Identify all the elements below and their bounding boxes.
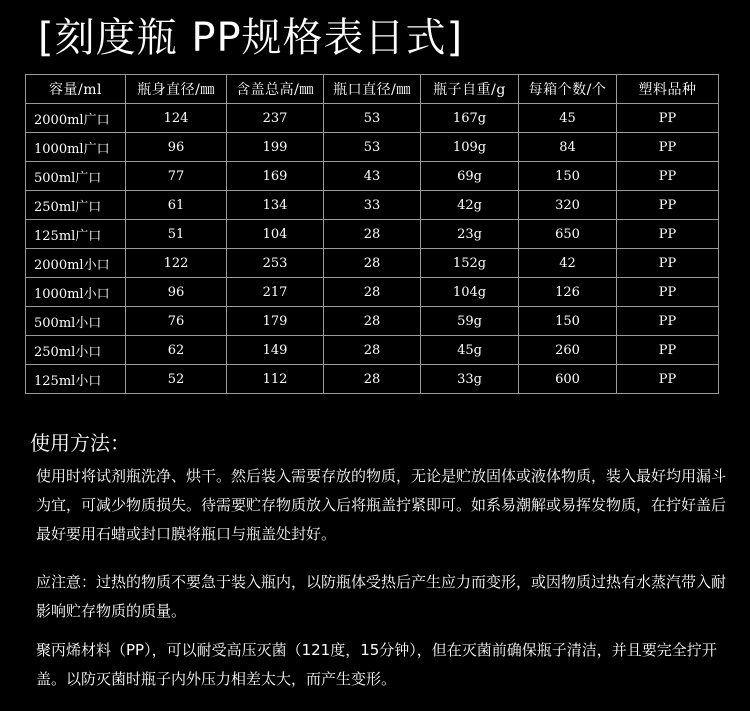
table-cell: 150 bbox=[519, 307, 617, 336]
table-header-row bbox=[26, 75, 719, 104]
table-cell: 28 bbox=[324, 220, 421, 249]
table-cell: PP bbox=[617, 307, 719, 336]
table-cell: PP bbox=[617, 278, 719, 307]
table-cell: 45g bbox=[421, 336, 519, 365]
table-cell: PP bbox=[617, 104, 719, 133]
table-cell: 28 bbox=[324, 278, 421, 307]
table-cell: 52 bbox=[126, 365, 227, 394]
table-cell: 112 bbox=[227, 365, 324, 394]
table-cell: 53 bbox=[324, 104, 421, 133]
table-cell: 53 bbox=[324, 133, 421, 162]
spec-table bbox=[25, 74, 719, 394]
table-cell: 134 bbox=[227, 191, 324, 220]
table-cell: 260 bbox=[519, 336, 617, 365]
table-row bbox=[26, 249, 719, 278]
table-cell: 42 bbox=[519, 249, 617, 278]
usage-heading: 使用方法： bbox=[30, 431, 130, 455]
table-cell: 149 bbox=[227, 336, 324, 365]
caution-paragraph: 应注意：过热的物质不要急于装入瓶内，以防瓶体受热后产生应力而变形，或因物质过热有水蒸汽带入耐影响贮存物质的质量。 bbox=[36, 573, 727, 620]
table-cell: 33g bbox=[421, 365, 519, 394]
table-cell: 167g bbox=[421, 104, 519, 133]
table-cell: 169 bbox=[227, 162, 324, 191]
table-cell: 2000ml小口 bbox=[26, 249, 126, 278]
table-cell: 42g bbox=[421, 191, 519, 220]
page-title: [刻度瓶 PP规格表日式] bbox=[38, 15, 464, 61]
table-cell: 199 bbox=[227, 133, 324, 162]
table-cell: 33 bbox=[324, 191, 421, 220]
header-mouth-diameter: 瓶口直径/㎜ bbox=[324, 75, 421, 104]
table-cell: 61 bbox=[126, 191, 227, 220]
table-cell: 96 bbox=[126, 133, 227, 162]
table-cell: 150 bbox=[519, 162, 617, 191]
table-cell: 500ml小口 bbox=[26, 307, 126, 336]
table-cell: PP bbox=[617, 336, 719, 365]
table-cell: PP bbox=[617, 162, 719, 191]
table-row bbox=[26, 307, 719, 336]
table-cell: 77 bbox=[126, 162, 227, 191]
table-cell: 104 bbox=[227, 220, 324, 249]
table-cell: PP bbox=[617, 249, 719, 278]
header-body-diameter: 瓶身直径/㎜ bbox=[126, 75, 227, 104]
table-row bbox=[26, 162, 719, 191]
table-cell: 69g bbox=[421, 162, 519, 191]
table-cell: PP bbox=[617, 220, 719, 249]
table-cell: 109g bbox=[421, 133, 519, 162]
header-capacity: 容量/ml bbox=[26, 75, 126, 104]
table-cell: 2000ml广口 bbox=[26, 104, 126, 133]
table-cell: 125ml广口 bbox=[26, 220, 126, 249]
table-cell: PP bbox=[617, 133, 719, 162]
table-cell: 1000ml小口 bbox=[26, 278, 126, 307]
table-row bbox=[26, 336, 719, 365]
table-cell: PP bbox=[617, 191, 719, 220]
header-per-box: 每箱个数/个 bbox=[519, 75, 617, 104]
table-cell: 124 bbox=[126, 104, 227, 133]
table-cell: 217 bbox=[227, 278, 324, 307]
table-cell: 126 bbox=[519, 278, 617, 307]
header-plastic-type: 塑料品种 bbox=[617, 75, 719, 104]
table-row bbox=[26, 191, 719, 220]
table-cell: 59g bbox=[421, 307, 519, 336]
table-cell: 96 bbox=[126, 278, 227, 307]
table-cell: 51 bbox=[126, 220, 227, 249]
usage-paragraph: 使用时将试剂瓶洗净、烘干。然后装入需要存放的物质，无论是贮放固体或液体物质，装入最好均用漏斗为宜，可减少物质损失。待需要贮存物质放入后将瓶盖拧紧即可。如系易潮解或易挥发物质，在拧好盖后最好要用石蜡或封口膜将瓶口与瓶盖处封好。 bbox=[36, 467, 727, 543]
table-row bbox=[26, 133, 719, 162]
table-cell: 45 bbox=[519, 104, 617, 133]
header-bottle-weight: 瓶子自重/g bbox=[421, 75, 519, 104]
material-paragraph: 聚丙烯材料（PP），可以耐受高压灭菌（121度，15分钟），但在灭菌前确保瓶子清洁，并且要完全拧开盖。以防灭菌时瓶子内外压力相差太大，而产生变形。 bbox=[36, 641, 717, 688]
table-cell: 28 bbox=[324, 307, 421, 336]
table-cell: 43 bbox=[324, 162, 421, 191]
table-cell: PP bbox=[617, 365, 719, 394]
table-cell: 650 bbox=[519, 220, 617, 249]
table-cell: 76 bbox=[126, 307, 227, 336]
table-cell: 62 bbox=[126, 336, 227, 365]
table-cell: 237 bbox=[227, 104, 324, 133]
table-cell: 600 bbox=[519, 365, 617, 394]
table-cell: 125ml小口 bbox=[26, 365, 126, 394]
table-cell: 104g bbox=[421, 278, 519, 307]
table-cell: 28 bbox=[324, 249, 421, 278]
table-cell: 28 bbox=[324, 365, 421, 394]
table-row bbox=[26, 220, 719, 249]
table-row bbox=[26, 278, 719, 307]
table-cell: 122 bbox=[126, 249, 227, 278]
table-cell: 1000ml广口 bbox=[26, 133, 126, 162]
header-total-height: 含盖总高/㎜ bbox=[227, 75, 324, 104]
table-cell: 320 bbox=[519, 191, 617, 220]
table-cell: 28 bbox=[324, 336, 421, 365]
table-cell: 250ml广口 bbox=[26, 191, 126, 220]
table-cell: 500ml广口 bbox=[26, 162, 126, 191]
table-row bbox=[26, 104, 719, 133]
table-cell: 84 bbox=[519, 133, 617, 162]
table-cell: 179 bbox=[227, 307, 324, 336]
table-cell: 152g bbox=[421, 249, 519, 278]
table-row bbox=[26, 365, 719, 394]
table-cell: 253 bbox=[227, 249, 324, 278]
table-cell: 23g bbox=[421, 220, 519, 249]
table-cell: 250ml小口 bbox=[26, 336, 126, 365]
